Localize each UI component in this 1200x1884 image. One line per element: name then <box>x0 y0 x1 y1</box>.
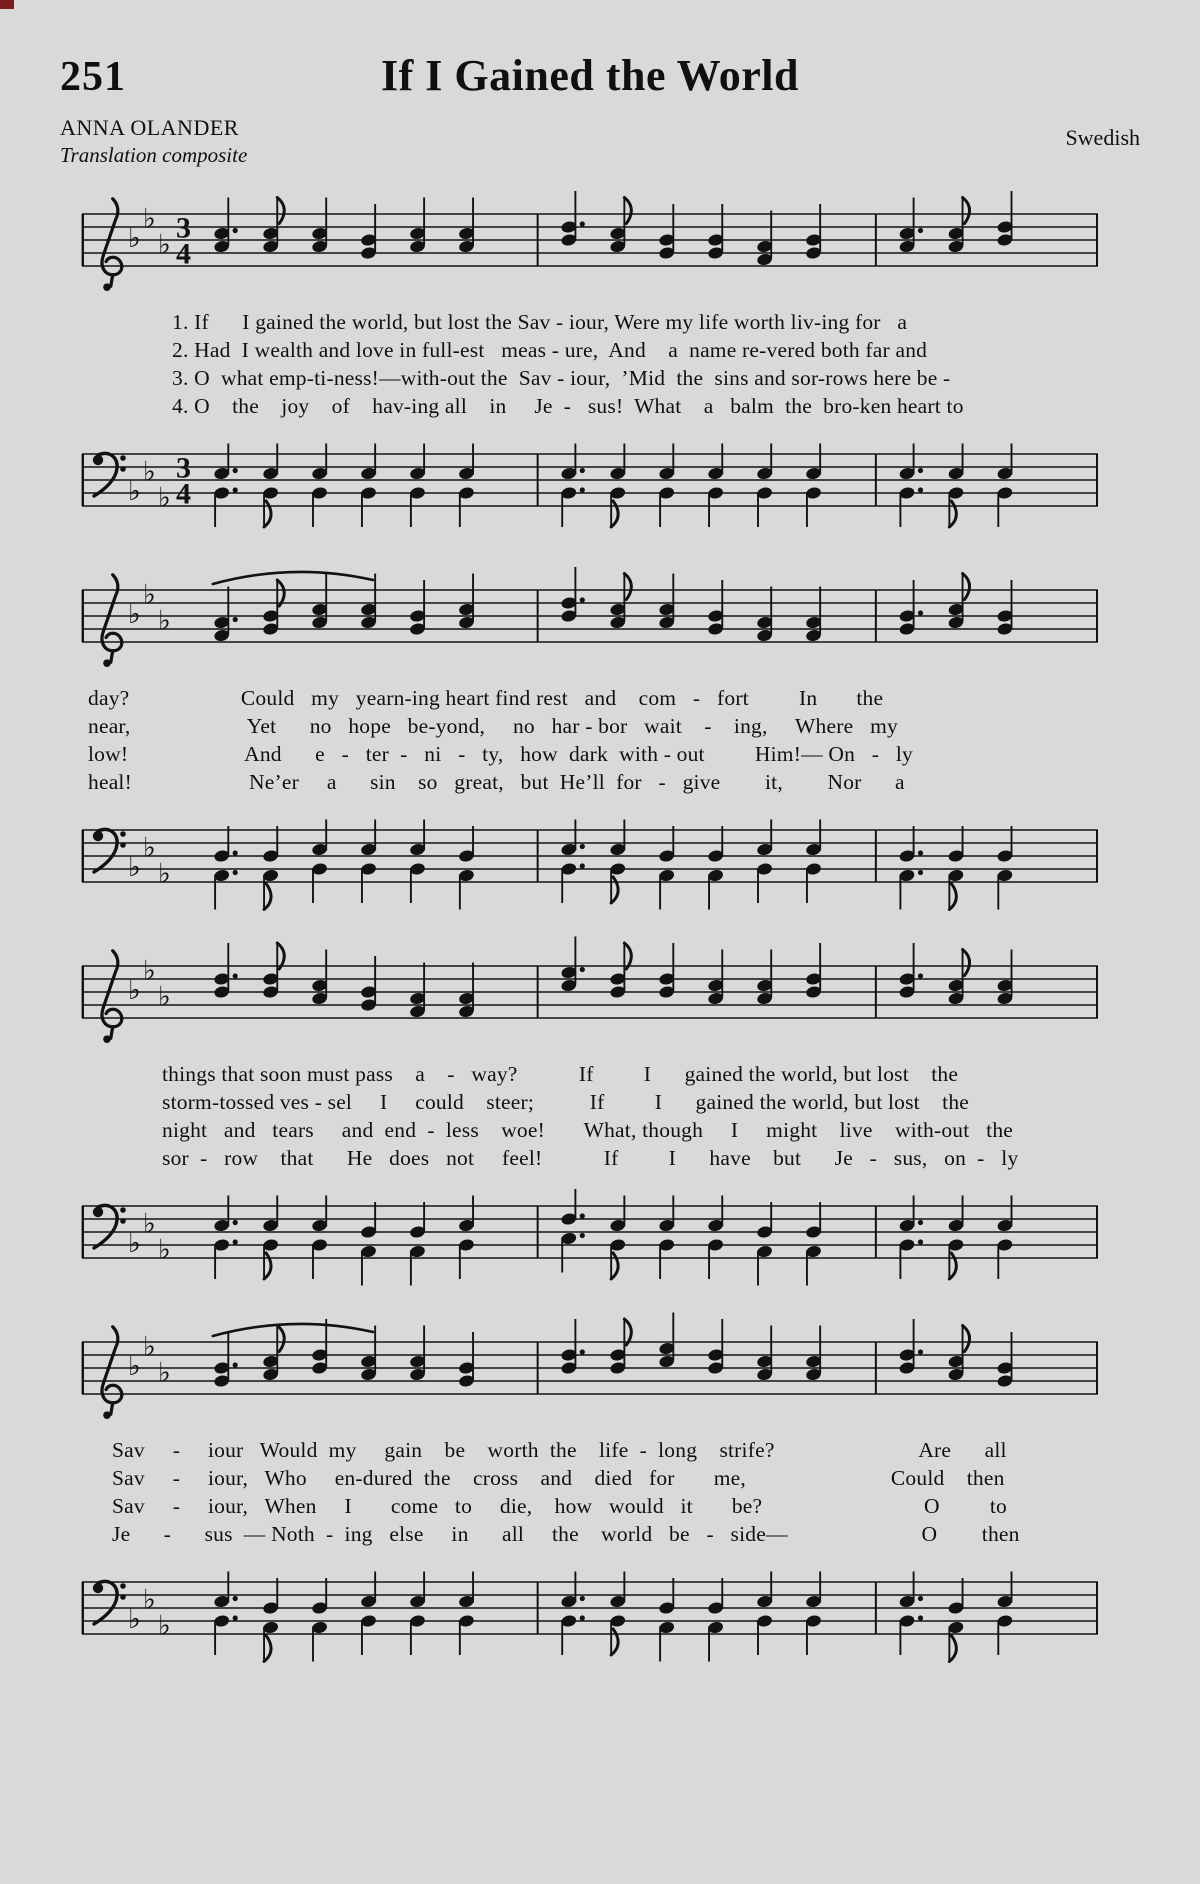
svg-text:♭: ♭ <box>128 975 141 1006</box>
lyric-line: day? Could my yearn-ing heart find rest and com - fort In the <box>88 686 884 710</box>
music-score <box>60 182 1140 1672</box>
lyric-line: 1. If I gained the world, but lost the Sav - iour, Were my life worth liv-ing for a <box>172 310 908 334</box>
svg-text:♭: ♭ <box>128 599 141 630</box>
title-row <box>60 50 1140 101</box>
lyrics-block-2 <box>60 684 1140 796</box>
svg-text:♭: ♭ <box>158 858 171 890</box>
svg-text:♭: ♭ <box>143 203 156 235</box>
svg-text:4: 4 <box>176 237 191 271</box>
system-2-bass-staff <box>80 798 1100 920</box>
system-4 <box>60 1310 1140 1672</box>
lyric-line: things that soon must pass a - way? If I gained the world, but lost the <box>162 1062 959 1086</box>
lyric-line: night and tears and end - less woe! What, though I might live with-out the <box>162 1118 1014 1142</box>
byline-row <box>60 115 1140 168</box>
svg-text:3: 3 <box>176 211 191 245</box>
system-2 <box>60 558 1140 920</box>
system-4-bass-staff <box>80 1550 1100 1672</box>
svg-text:♭: ♭ <box>143 1584 156 1616</box>
svg-text:♭: ♭ <box>158 981 171 1013</box>
system-3 <box>60 934 1140 1296</box>
lyric-line: sor - row that He does not feel! If I have but Je - sus, on - ly <box>162 1146 1019 1170</box>
svg-text:♭: ♭ <box>143 832 156 864</box>
svg-text:♭: ♭ <box>143 1208 156 1240</box>
svg-text:♭: ♭ <box>158 1610 171 1642</box>
lyric-line: 2. Had I wealth and love in full-est meas - ure, And a name re-vered both far and <box>172 338 928 362</box>
svg-text:♭: ♭ <box>158 482 171 514</box>
lyric-line: Sav - iour, Who en-dured the cross and died for me, Could then <box>112 1466 1005 1490</box>
author-name: ANNA OLANDER <box>60 115 239 140</box>
translation-note: Translation composite <box>60 143 248 167</box>
system-2-treble-staff <box>80 558 1100 680</box>
svg-text:♭: ♭ <box>128 1351 141 1382</box>
lyric-line: low! And e - ter - ni - ty, how dark with - out Him!— On - ly <box>88 742 913 766</box>
system-1-bass-staff <box>80 422 1100 544</box>
scan-artifact <box>0 0 14 9</box>
lyric-line: Je - sus — Noth - ing else in all the world be - side— O then <box>112 1522 1020 1546</box>
svg-text:♭: ♭ <box>158 605 171 637</box>
svg-text:♭: ♭ <box>158 229 171 261</box>
svg-text:4: 4 <box>176 477 191 511</box>
svg-text:♭: ♭ <box>143 456 156 488</box>
lyric-line: 4. O the joy of hav-ing all in Je - sus! What a balm the bro-ken heart to <box>172 394 964 418</box>
svg-text:♭: ♭ <box>158 1234 171 1266</box>
svg-text:♭: ♭ <box>143 955 156 987</box>
system-1-treble-staff <box>80 182 1100 304</box>
svg-text:♭: ♭ <box>143 579 156 611</box>
svg-text:♭: ♭ <box>143 1331 156 1363</box>
lyric-line: 3. O what emp-ti-ness!—with-out the Sav - iour, ’Mid the sins and sor-rows here be - <box>172 366 951 390</box>
system-3-bass-staff <box>80 1174 1100 1296</box>
svg-text:3: 3 <box>176 451 191 485</box>
svg-text:♭: ♭ <box>158 1357 171 1389</box>
hymn-header <box>60 50 1140 168</box>
svg-text:♭: ♭ <box>128 1228 141 1259</box>
lyrics-block-3 <box>60 1060 1140 1172</box>
svg-text:♭: ♭ <box>128 852 141 883</box>
svg-text:♭: ♭ <box>128 476 141 507</box>
hymn-number: 251 <box>60 54 126 100</box>
tune-origin: Swedish <box>1065 125 1140 150</box>
lyric-line: storm-tossed ves - sel I could steer; If I gained the world, but lost the <box>162 1090 970 1114</box>
lyric-line: heal! Ne’er a sin so great, but He’ll for - give it, Nor a <box>88 770 905 794</box>
lyrics-block-4 <box>60 1436 1140 1548</box>
lyrics-block-1 <box>60 308 1140 420</box>
lyric-line: near, Yet no hope be-yond, no har - bor wait - ing, Where my <box>88 714 898 738</box>
author-block <box>60 115 247 168</box>
svg-text:♭: ♭ <box>128 1604 141 1635</box>
system-4-treble-staff <box>80 1310 1100 1432</box>
system-1 <box>60 182 1140 544</box>
lyric-line: Sav - iour, When I come to die, how would it be? O to <box>112 1494 1007 1518</box>
system-3-treble-staff <box>80 934 1100 1056</box>
svg-text:♭: ♭ <box>128 223 141 254</box>
lyric-line: Sav - iour Would my gain be worth the life - long strife? Are all <box>112 1438 1007 1462</box>
hymn-title: If I Gained the World <box>381 51 799 100</box>
